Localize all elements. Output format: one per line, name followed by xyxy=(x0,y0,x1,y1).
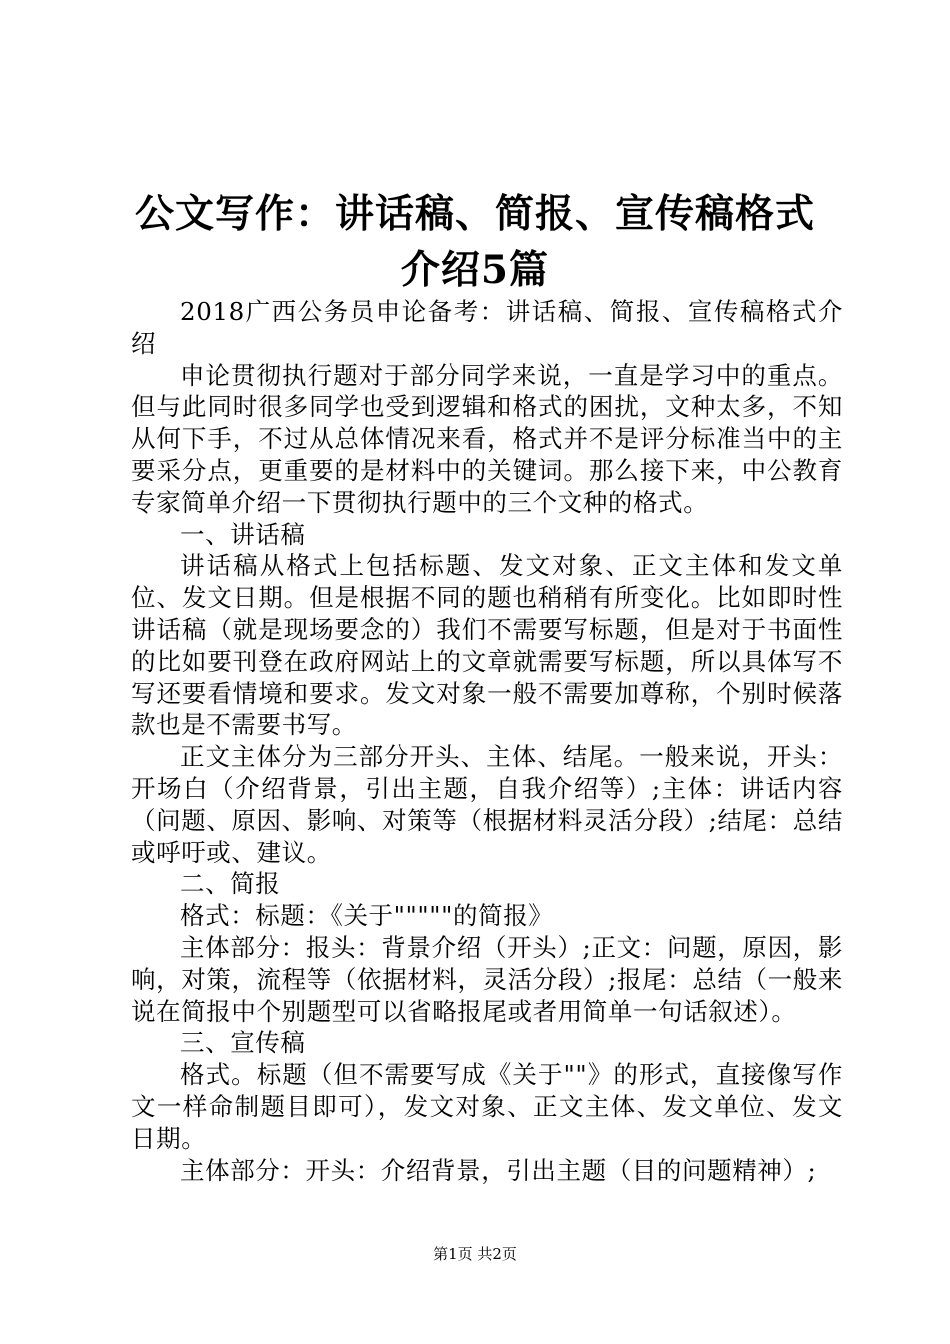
paragraph-speech-format: 讲话稿从格式上包括标题、发文对象、正文主体和发文单位、发文日期。但是根据不同的题也稍稍有所变化。比如即时性讲话稿（就是现场要念的）我们不需要写标题，但是对于书面性的比如要刊登在政府网站上的文章就需要写标题，所以具体写不写还要看情境和要求。发文对象一般不需要加尊称，个别时候落款也是不需要书写。 xyxy=(131,551,843,740)
paragraph-briefing-body: 主体部分：报头：背景介绍（开头）;正文：问题，原因，影响，对策，流程等（依据材料，灵活分段）;报尾：总结（一般来说在简报中个别题型可以省略报尾或者用简单一句话叙述）。 xyxy=(131,932,843,1026)
paragraph-publicity-body: 主体部分：开头：介绍背景，引出主题（目的问题精神）; xyxy=(180,1155,817,1185)
document-title: 公文写作：讲话稿、简报、宣传稿格式介绍5篇 xyxy=(134,191,815,293)
section-heading-publicity: 三、宣传稿 xyxy=(180,1028,306,1058)
paragraph-briefing-format: 格式：标题：《关于"""""的简报》 xyxy=(180,901,554,931)
paragraph-subtitle: 2018广西公务员申论备考：讲话稿、简报、宣传稿格式介绍 xyxy=(131,297,843,358)
page-number-footer: 第1页 共2页 xyxy=(433,1245,517,1263)
section-heading-briefing: 二、简报 xyxy=(180,869,281,899)
paragraph-publicity-format: 格式。标题（但不需要写成《关于""》的形式，直接像写作文一样命制题目即可），发文对象、正文主体、发文单位、发文日期。 xyxy=(131,1060,843,1153)
section-heading-speech: 一、讲话稿 xyxy=(180,519,306,549)
document-body xyxy=(131,296,843,1186)
paragraph-speech-body: 正文主体分为三部分开头、主体、结尾。一般来说，开头：开场白（介绍背景，引出主题，自我介绍等）;主体：讲话内容（问题、原因、影响、对策等（根据材料灵活分段）;结尾：总结或呼吁或、建议。 xyxy=(131,742,843,867)
paragraph-intro: 申论贯彻执行题对于部分同学来说，一直是学习中的重点。但与此同时很多同学也受到逻辑和格式的困扰，文种太多，不知从何下手，不过从总体情况来看，格式并不是评分标准当中的主要采分点，更重要的是材料中的关键词。那么接下来，中公教育专家简单介绍一下贯彻执行题中的三个文种的格式。 xyxy=(131,360,843,517)
